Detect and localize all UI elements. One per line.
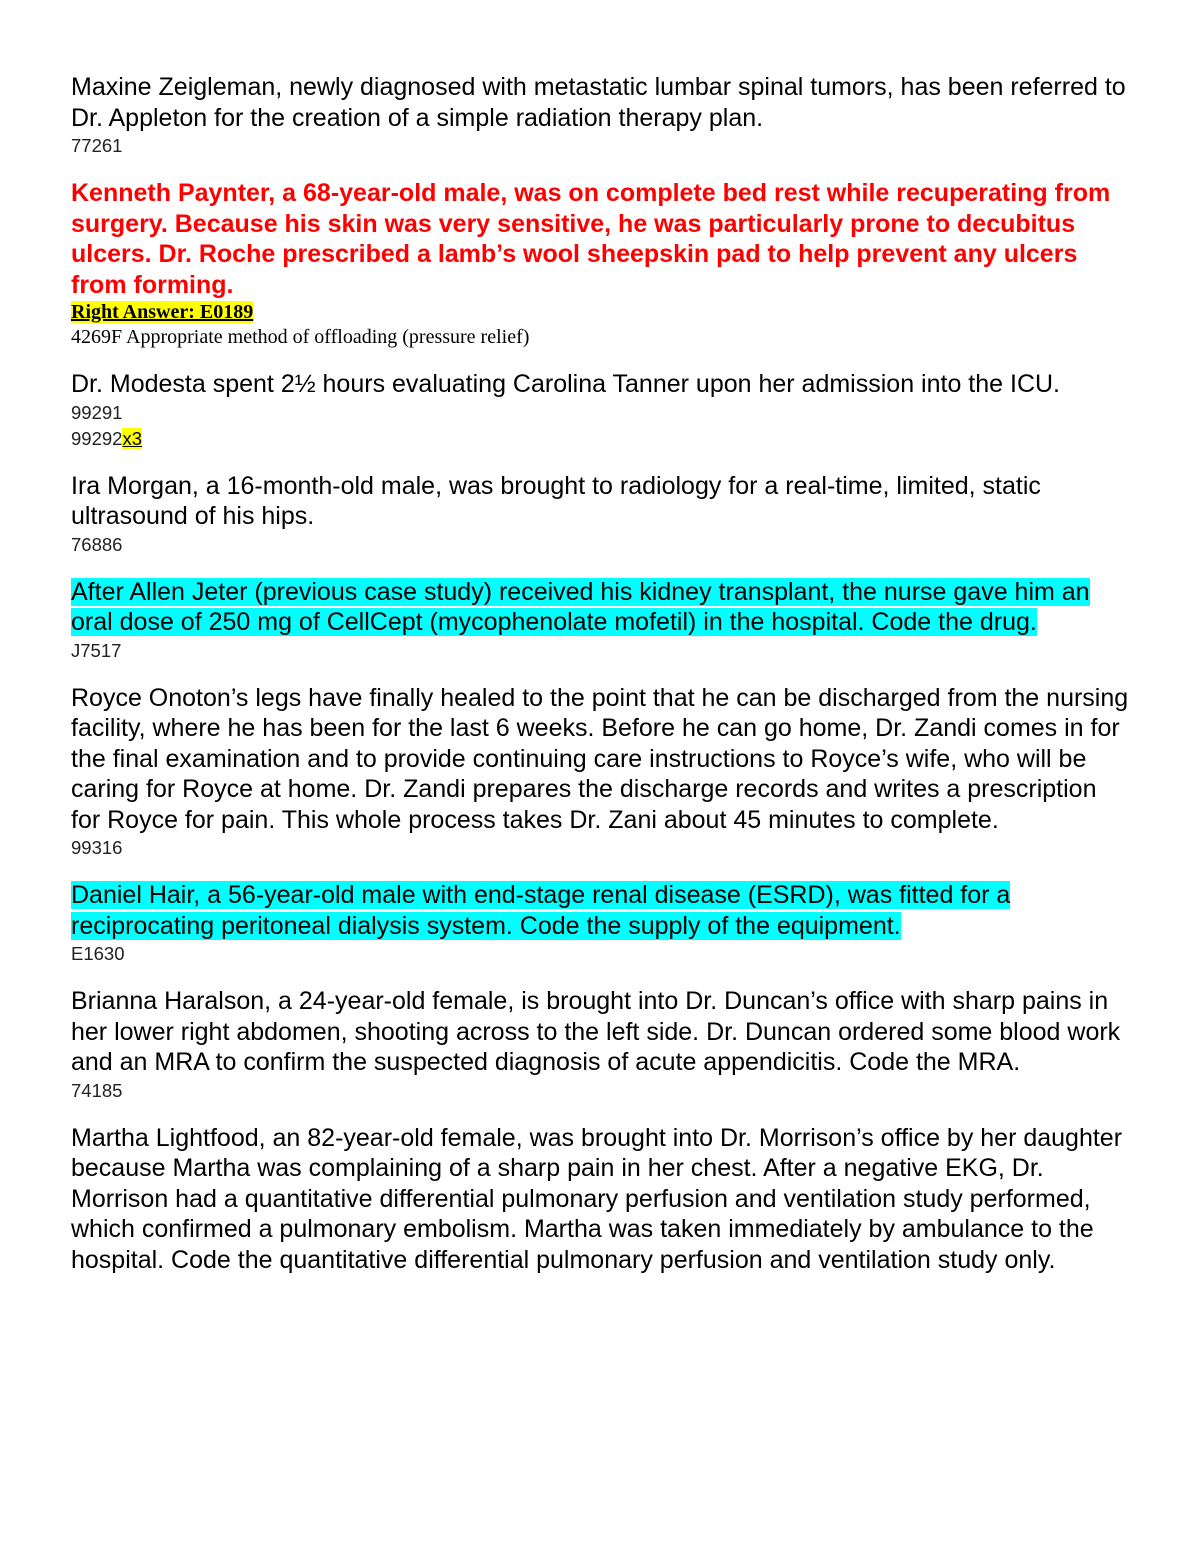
- answer-code: 76886: [71, 533, 123, 555]
- answer-code-2: [71, 426, 1131, 452]
- question-block-3: [71, 369, 1131, 452]
- question-text: Maxine Zeigleman, newly diagnosed with metastatic lumbar spinal tumors, has been referred to Dr. Appleton for the creation of a simple radiation therapy plan.: [71, 73, 1126, 132]
- question-text-wrapper: [71, 577, 1131, 638]
- answer-code: 77261: [71, 135, 123, 156]
- question-text: Ira Morgan, a 16-month-old male, was brought to radiology for a real-time, limited, static ultrasound of his hips.: [71, 471, 1041, 530]
- question-block-2: [71, 178, 1131, 350]
- question-block-4: [71, 471, 1131, 558]
- question-block-6: [71, 683, 1131, 862]
- question-text-wrapper: [71, 880, 1131, 941]
- question-text: Dr. Modesta spent 2½ hours evaluating Carolina Tanner upon her admission into the ICU.: [71, 370, 1061, 398]
- question-text: Daniel Hair, a 56-year-old male with end-stage renal disease (ESRD), was fitted for a reciprocating peritoneal dialysis system. Code the supply of the equipment.: [71, 881, 1011, 940]
- question-text: Royce Onoton’s legs have finally healed to the point that he can be discharged from the nursing facility, where he has been for the last 6 weeks. Before he can go home, Dr. Zandi comes in for the final examination and to provide continuing care instructions to Royce’s wife, who will be caring for Royce at home. Dr. Zandi prepares the discharge records and writes a prescription for Royce for pain. This whole process takes Dr. Zani about 45 minutes to complete.: [71, 683, 1129, 834]
- question-text: After Allen Jeter (previous case study) received his kidney transplant, the nurse gave him an oral dose of 250 mg of CellCept (mycophenolate mofetil) in the hospital. Code the drug.: [71, 577, 1090, 636]
- answer-code: J7517: [71, 639, 122, 661]
- right-answer-line: [71, 300, 1131, 325]
- question-block-1: [71, 72, 1131, 159]
- answer-code-2-value: 99292: [71, 427, 123, 449]
- question-text: Martha Lightfood, an 82-year-old female, was brought into Dr. Morrison’s office by her daughter because Martha was complaining of a sharp pain in her chest. After a negative EKG, Dr. Morrison had a quantitative differential pulmonary perfusion and ventilation study performed, which confirmed a pulmonary embolism. Martha was taken immediately by ambulance to the hospital. Code the quantitative differential pulmonary perfusion and ventilation study only.: [71, 1123, 1123, 1274]
- question-text: Brianna Haralson, a 24-year-old female, is brought into Dr. Duncan’s office with sharp pains in her lower right abdomen, shooting across to the left side. Dr. Duncan ordered some blood work and an MRA to confirm the suspected diagnosis of acute appendicitis. Code the MRA.: [71, 987, 1121, 1076]
- question-block-8: [71, 986, 1131, 1104]
- answer-code: 99291: [71, 401, 123, 423]
- question-block-5: [71, 577, 1131, 664]
- right-answer-label: Right Answer: E0189: [71, 301, 254, 323]
- answer-note: 4269F Appropriate method of offloading (pressure relief): [71, 326, 530, 348]
- answer-code: E1630: [71, 943, 125, 964]
- document-page: [71, 72, 1131, 1294]
- question-block-7: [71, 880, 1131, 967]
- question-block-9: [71, 1123, 1131, 1276]
- answer-code-2-suffix: x3: [122, 427, 142, 449]
- answer-code: 74185: [71, 1079, 123, 1101]
- question-text: Kenneth Paynter, a 68-year-old male, was on complete bed rest while recuperating from surgery. Because his skin was very sensitive, he was particularly prone to decubitus ulcers. Dr. Roche prescribed a lamb’s wool sheepskin pad to help prevent any ulcers from forming.: [71, 179, 1111, 299]
- answer-code: 99316: [71, 837, 123, 858]
